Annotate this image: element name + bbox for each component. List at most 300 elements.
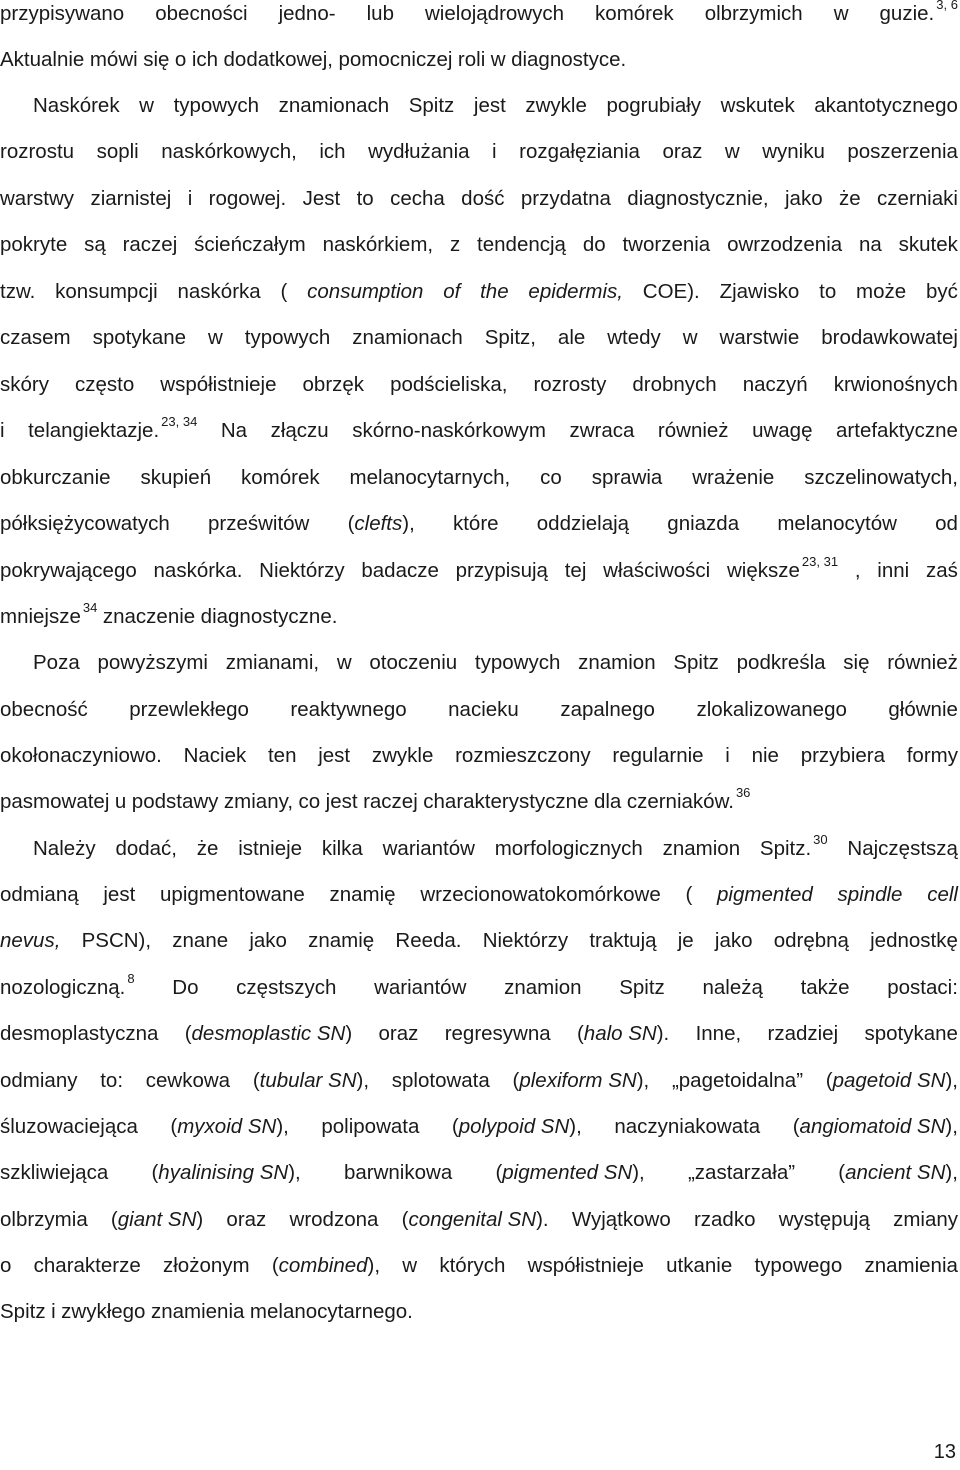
word: COE). <box>642 280 700 303</box>
word: złączu <box>270 419 329 442</box>
word: Naciek <box>183 744 247 767</box>
word: nevus, <box>0 929 61 952</box>
word: i <box>51 1300 56 1323</box>
word: znamię <box>308 929 375 952</box>
word: znamienia <box>864 1254 958 1277</box>
word: (pagetoid SN), <box>825 1069 958 1092</box>
text-line <box>0 324 958 352</box>
word: owrzodzenia <box>727 233 843 256</box>
word: charakterze <box>33 1254 141 1277</box>
word: (desmoplastic SN) <box>184 1022 353 1045</box>
word: przydatna <box>520 187 611 210</box>
text-line <box>0 371 958 399</box>
word: warstwie <box>719 326 800 349</box>
word: ścieńczałym <box>194 233 306 256</box>
text-line <box>0 1113 958 1141</box>
text-line <box>0 185 958 213</box>
word: (pigmented SN), <box>495 1161 645 1184</box>
word: obkurczanie <box>0 466 111 489</box>
word: w <box>139 94 154 117</box>
word: właściwości <box>603 559 711 582</box>
word: odmianą <box>0 883 79 906</box>
word: zmianami, <box>225 651 320 674</box>
word: jako <box>249 929 287 952</box>
word: poszerzenia <box>847 140 958 163</box>
word: cewkowa <box>145 1069 231 1092</box>
word: się <box>843 651 870 674</box>
word: splotowata <box>391 1069 490 1092</box>
word: jest <box>325 790 358 813</box>
word: współistnieje <box>527 1254 644 1277</box>
text-line <box>0 1020 958 1048</box>
word: obecność <box>0 698 88 721</box>
word: kilka <box>321 837 363 860</box>
text-line <box>0 414 958 445</box>
word: większe $^{23, 31}$ <box>726 554 839 582</box>
text-line <box>0 832 958 863</box>
word: cecha <box>390 187 445 210</box>
citation-superscript: 23, 34 <box>161 414 198 429</box>
word: zmiany <box>893 1208 958 1231</box>
word: (myxoid SN), <box>170 1115 289 1138</box>
word: mówi <box>89 48 138 71</box>
word: wrażenie <box>692 466 775 489</box>
word: przypisywano <box>0 2 125 25</box>
text-line <box>0 1067 958 1095</box>
word: u <box>114 790 127 813</box>
word: oddzielają <box>536 512 630 535</box>
word: pogrubiały <box>606 94 702 117</box>
word: w <box>208 326 223 349</box>
word: Jest <box>302 187 341 210</box>
word: rzadziej <box>767 1022 839 1045</box>
word: i <box>187 187 193 210</box>
word: i <box>492 140 497 163</box>
word: dość <box>461 187 505 210</box>
text-line <box>0 510 958 538</box>
word: ich <box>191 48 219 71</box>
word: komórek <box>241 466 320 489</box>
word: tzw. <box>0 280 36 303</box>
word: roli <box>457 48 486 71</box>
word: należą <box>702 976 763 999</box>
word: „zastarzała” <box>687 1161 796 1184</box>
word: czerniaków. $^{36}$ <box>626 785 751 813</box>
word: występują <box>778 1208 870 1231</box>
citation-superscript: 8 <box>127 971 135 986</box>
word: może <box>856 280 907 303</box>
word: (angiomatoid SN), <box>792 1115 958 1138</box>
word: (plexiform SN), <box>512 1069 650 1092</box>
word: badacze <box>361 559 439 582</box>
word: wskutek <box>720 94 795 117</box>
word: jedno- <box>278 2 336 25</box>
word: ( <box>685 883 693 906</box>
word: Spitz. $^{30}$ <box>759 832 828 860</box>
word: ich <box>319 140 346 163</box>
word: wtedy <box>607 326 661 349</box>
word: o <box>0 1254 12 1277</box>
word: głównie <box>888 698 958 721</box>
word: również <box>657 419 729 442</box>
word: co <box>540 466 562 489</box>
word: oraz <box>378 1022 419 1045</box>
word: raczej <box>122 233 178 256</box>
word: tworzenia <box>622 233 711 256</box>
word: wariantów <box>382 837 475 860</box>
word: typowych <box>474 651 561 674</box>
word: powyższymi <box>97 651 208 674</box>
word: of <box>443 280 461 303</box>
word: być <box>926 280 958 303</box>
word: barwnikowa <box>343 1161 453 1184</box>
word: znamionach <box>352 326 463 349</box>
word: reaktywnego <box>290 698 407 721</box>
word: w <box>490 48 506 71</box>
word: spotykane <box>864 1022 958 1045</box>
word: do <box>582 233 606 256</box>
text-line <box>0 785 958 816</box>
word: guzie. $^{3, 6}$ <box>880 0 958 28</box>
word: zmiany, <box>223 790 294 813</box>
word: Poza <box>33 651 80 674</box>
word: jest <box>473 94 506 117</box>
word: warstwy <box>0 187 75 210</box>
word: otoczeniu <box>369 651 458 674</box>
word: mniejsze $^{34}$ <box>0 600 98 628</box>
word: cell <box>927 883 958 906</box>
citation-superscript: 23, 31 <box>801 554 839 569</box>
word: dodać, <box>115 837 178 860</box>
word: i <box>725 744 730 767</box>
word: zaś <box>925 559 958 582</box>
word: znamionach <box>278 94 390 117</box>
word: pomocniczej <box>338 48 453 71</box>
word: Spitz <box>619 976 665 999</box>
word: zwykłego <box>61 1300 146 1323</box>
word: Spitz, <box>484 326 536 349</box>
word: to: <box>100 1069 124 1092</box>
word: skórno-naskórkowym <box>352 419 546 442</box>
word: lub <box>366 2 394 25</box>
word: PSCN), <box>81 929 152 952</box>
text-line <box>0 1298 958 1326</box>
word: że <box>839 187 861 210</box>
word: spotykane <box>92 326 187 349</box>
word: zwykle <box>371 744 434 767</box>
word: (clefts), <box>347 512 415 535</box>
word: to <box>819 280 837 303</box>
word: znane <box>172 929 229 952</box>
word: uwagę <box>752 419 813 442</box>
word: znamienia <box>150 1300 245 1323</box>
word: naskórka. <box>153 559 243 582</box>
word: odrębną <box>773 929 849 952</box>
word: ziarnistej <box>90 187 172 210</box>
word: upigmentowane <box>160 883 305 906</box>
text-line <box>0 92 958 120</box>
word: melanocytów <box>777 512 897 535</box>
word: skupień <box>140 466 212 489</box>
word: typowych <box>244 326 331 349</box>
word: morfologicznych <box>494 837 643 860</box>
word: prześwitów <box>207 512 310 535</box>
word: i <box>0 419 5 442</box>
word: szkliwiejąca <box>0 1161 109 1184</box>
word: spindle <box>837 883 903 906</box>
word: (halo SN). <box>576 1022 670 1045</box>
word: Niektórzy <box>482 929 569 952</box>
word: jest <box>318 744 351 767</box>
word: Niektórzy <box>259 559 345 582</box>
word: wyniku <box>762 140 825 163</box>
word: pasmowatej <box>0 790 110 813</box>
word: olbrzymia <box>0 1208 88 1231</box>
word: nozologiczną. $^8$ <box>0 971 135 999</box>
citation-superscript: 30 <box>813 832 828 847</box>
text-line <box>0 881 958 909</box>
word: pigmented <box>717 883 813 906</box>
word: wydłużania <box>368 140 470 163</box>
word: konsumpcji <box>55 280 158 303</box>
word: charakterystyczne <box>423 790 589 813</box>
word: jednostkę <box>870 929 958 952</box>
word: również <box>887 651 958 674</box>
word: polipowata <box>321 1115 420 1138</box>
word: że <box>196 837 219 860</box>
word: je <box>677 929 694 952</box>
word: raczej <box>363 790 418 813</box>
word: consumption <box>307 280 424 303</box>
word: w <box>336 651 352 674</box>
word: „pagetoidalna” <box>671 1069 804 1092</box>
word: melanocytarnych, <box>349 466 511 489</box>
word: sprawia <box>591 466 663 489</box>
word: Reeda. <box>395 929 462 952</box>
text-line <box>0 649 958 677</box>
word: akantotycznego <box>814 94 958 117</box>
citation-superscript: 36 <box>735 785 751 800</box>
word: Na <box>220 419 248 442</box>
word: pokrywającego <box>0 559 137 582</box>
text-line <box>0 464 958 492</box>
word: także <box>800 976 850 999</box>
word: epidermis, <box>528 280 623 303</box>
word: melanocytarnego. <box>249 1300 413 1323</box>
word: Spitz <box>408 94 455 117</box>
word: wrzecionowatokomórkowe <box>420 883 661 906</box>
word: komórek <box>595 2 674 25</box>
word: znamion <box>662 837 741 860</box>
word: nacieku <box>448 698 519 721</box>
word: regularnie <box>612 744 704 767</box>
text-line <box>0 1159 958 1187</box>
word: istnieje <box>238 837 303 860</box>
text-line <box>0 554 958 585</box>
word: o <box>174 48 187 71</box>
word: na <box>859 233 882 256</box>
word: rzadko <box>693 1208 756 1231</box>
word: współistnieje <box>160 373 277 396</box>
word: artefaktyczne <box>836 419 958 442</box>
word: Aktualnie <box>0 48 85 71</box>
word: Spitz <box>673 651 719 674</box>
word: Zjawisko <box>719 280 800 303</box>
word: naczyń <box>742 373 808 396</box>
word: przypisują <box>455 559 548 582</box>
word: pokryte <box>0 233 68 256</box>
word: częstszych <box>236 976 337 999</box>
word: obrzęk <box>302 373 365 396</box>
word: jako <box>785 187 823 210</box>
word: czasem <box>0 326 71 349</box>
word: diagnostyce. <box>511 48 627 71</box>
word: obecności <box>155 2 248 25</box>
word: drobnych <box>632 373 717 396</box>
word: skóry <box>0 373 49 396</box>
word: jako <box>714 929 753 952</box>
word: są <box>84 233 106 256</box>
citation-superscript: 34 <box>82 600 98 615</box>
word: to <box>356 187 374 210</box>
word: oraz <box>662 140 703 163</box>
text-line <box>0 138 958 166</box>
word: (giant SN) <box>110 1208 204 1231</box>
text-line <box>0 1252 958 1280</box>
text-line <box>0 0 958 28</box>
word: (congenital SN). <box>401 1208 549 1231</box>
word: naskórkiem, <box>322 233 434 256</box>
word: rozmieszczony <box>455 744 591 767</box>
word: sopli <box>96 140 139 163</box>
text-line <box>0 600 958 631</box>
word: wielojądrowych <box>425 2 565 25</box>
word: półksiężycowatych <box>0 512 170 535</box>
word: w <box>402 1254 418 1277</box>
word: krwionośnych <box>833 373 958 396</box>
word: od <box>935 512 958 535</box>
text-line <box>0 46 958 74</box>
word: ( <box>280 280 288 303</box>
word: w <box>833 2 849 25</box>
word: z <box>449 233 461 256</box>
word: zapalnego <box>560 698 655 721</box>
text-line <box>0 278 958 306</box>
word: Spitz <box>0 1300 46 1323</box>
word: podścieliska, <box>390 373 508 396</box>
word: Wyjątkowo <box>571 1208 671 1231</box>
word: znamię <box>329 883 396 906</box>
word: the <box>480 280 509 303</box>
word: wrodzona <box>289 1208 379 1231</box>
word: telangiektazje. $^{23, 34}$ <box>28 414 198 442</box>
word: Inne, <box>695 1022 742 1045</box>
text-line <box>0 971 958 1002</box>
word: szczelinowatych, <box>804 466 958 489</box>
word: rozrostu <box>0 140 75 163</box>
word: złożonym <box>162 1254 250 1277</box>
word: ten <box>267 744 297 767</box>
word: nie <box>751 744 779 767</box>
word: dodatkowej, <box>223 48 333 71</box>
word: których <box>439 1254 506 1277</box>
word: diagnostyczne. <box>200 605 338 628</box>
word: brodawkowatej <box>821 326 958 349</box>
word: postaci: <box>887 976 958 999</box>
word: , <box>854 559 861 582</box>
word: co <box>298 790 321 813</box>
word: regresywna <box>444 1022 551 1045</box>
citation-superscript: 3, 6 <box>936 0 958 12</box>
text-line <box>0 696 958 724</box>
word: przybiera <box>800 744 885 767</box>
word: znamion <box>578 651 656 674</box>
word: ale <box>557 326 586 349</box>
word: czerniaki <box>877 187 958 210</box>
word: rozrosty <box>533 373 607 396</box>
text-line <box>0 231 958 259</box>
word: okołonaczyniowo. <box>0 744 162 767</box>
word: tej <box>564 559 587 582</box>
word: zwykle <box>525 94 587 117</box>
word: typowego <box>754 1254 843 1277</box>
word: w <box>682 326 698 349</box>
word: rozgałęziania <box>519 140 640 163</box>
word: diagnostycznie, <box>627 187 769 210</box>
word: traktują <box>589 929 657 952</box>
page-number: 13 <box>933 1441 956 1463</box>
text-line <box>0 1206 958 1234</box>
word: formy <box>906 744 958 767</box>
word: które <box>452 512 499 535</box>
word: rogowej. <box>208 187 287 210</box>
word: zwraca <box>569 419 635 442</box>
word: utkanie <box>666 1254 733 1277</box>
word: często <box>75 373 135 396</box>
word: naskórka <box>177 280 261 303</box>
word: (tubular SN), <box>252 1069 370 1092</box>
word: typowych <box>173 94 260 117</box>
word: (combined), <box>271 1254 381 1277</box>
word: w <box>724 140 740 163</box>
word: Do <box>172 976 199 999</box>
text-line <box>0 742 958 770</box>
word: tendencją <box>477 233 566 256</box>
word: oraz <box>226 1208 267 1231</box>
word: Najczęstszą <box>847 837 958 860</box>
word: naczyniakowata <box>614 1115 761 1138</box>
word: skutek <box>898 233 958 256</box>
word: przewlekłego <box>129 698 249 721</box>
word: inni <box>877 559 910 582</box>
word: znaczenie <box>102 605 196 628</box>
word: (ancient SN), <box>838 1161 958 1184</box>
word: Naskórek <box>33 94 120 117</box>
word: olbrzymich <box>704 2 803 25</box>
word: jest <box>103 883 136 906</box>
word: naskórkowych, <box>161 140 297 163</box>
word: podkreśla <box>736 651 826 674</box>
word: zlokalizowanego <box>696 698 847 721</box>
word: gniazda <box>667 512 740 535</box>
word: Należy <box>33 837 96 860</box>
word: dla <box>593 790 622 813</box>
word: (hyalinising SN), <box>151 1161 301 1184</box>
word: znamion <box>504 976 582 999</box>
text-line <box>0 927 958 955</box>
word: (polypoid SN), <box>451 1115 582 1138</box>
word: śluzowaciejąca <box>0 1115 138 1138</box>
